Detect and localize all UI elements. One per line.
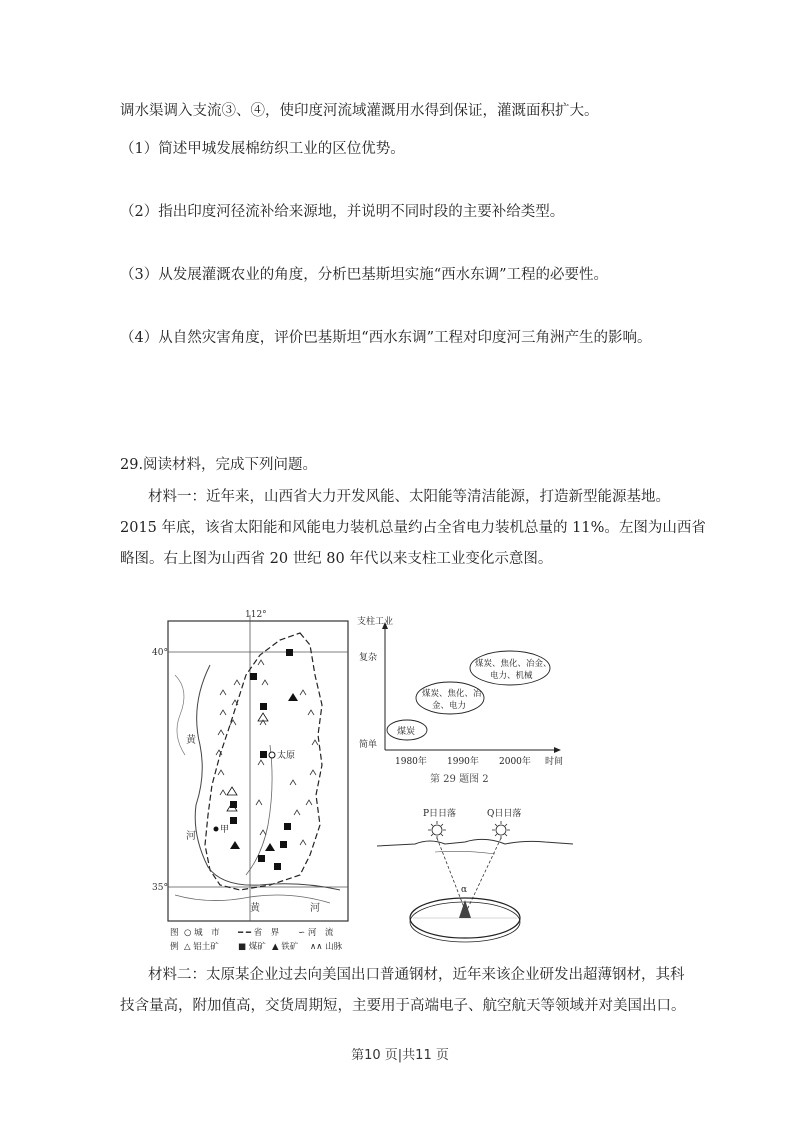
sun-p-label: P日日落 [423, 809, 457, 819]
material-1-line-1: 材料一：近年来，山西省大力开发风能、太阳能等清洁能源，打造新型能源基地。 [148, 489, 670, 505]
sun-p-icon [428, 821, 446, 839]
river-label-1: 黄 [186, 735, 196, 746]
legend-city: ○ 城 市 [184, 928, 220, 938]
question-29-heading: 29.阅读材料，完成下列问题。 [120, 457, 318, 473]
river-label-2: 河 [186, 831, 196, 842]
legend-coal: ■ 煤矿 [238, 942, 266, 952]
stage-2000-line2: 电力、机械 [490, 671, 533, 681]
material-2-line-2: 技含量高，附加值高，交货周期短，主要用于高端电子、航空航天等领域并对美国出口。 [120, 998, 686, 1014]
river-label-3: 黄 [250, 903, 260, 914]
material-1-line-2: 2015 年底，该省太阳能和风能电力装机总量约占全省电力装机总量的 11%。左图为山西省 [120, 520, 706, 536]
legend-border: ━ ━ 省 界 [238, 928, 280, 938]
diagram-tick-1990: 1990年 [447, 757, 479, 767]
sun-q-icon [492, 821, 510, 839]
shanxi-map [150, 605, 365, 955]
diagram-tick-2000: 2000年 [499, 757, 531, 767]
legend-mountain: ∧∧ 山脉 [310, 942, 343, 952]
angle-alpha: α [461, 885, 468, 895]
stage-2000-line1: 煤炭、焦化、冶金、 [475, 659, 552, 669]
legend-title-1: 图 [170, 928, 179, 938]
legend-title-2: 例 [170, 942, 179, 952]
diagram-ylabel: 支柱工业 [357, 617, 394, 627]
map-legend [170, 927, 343, 952]
diagram-y-top: 复杂 [359, 653, 378, 663]
city-jia: 甲 [220, 825, 230, 835]
sun-q-label: Q日日落 [487, 809, 522, 819]
diagram-y-bottom: 简单 [359, 740, 378, 750]
diagram-caption: 第 29 题图 2 [430, 774, 489, 785]
diagram-tick-1980: 1980年 [395, 757, 427, 767]
lat-label-top: 40° [152, 648, 168, 658]
industry-diagram [355, 612, 570, 787]
legend-river: ∽ 河 流 [298, 928, 334, 938]
sunset-figure [375, 800, 575, 950]
lon-label: 112° [245, 610, 267, 620]
question-1: （1）简述甲城发展棉纺织工业的区位优势。 [120, 141, 405, 157]
stage-1990-line1: 煤炭、焦化、冶 [422, 689, 482, 699]
stage-1980: 煤炭 [397, 727, 416, 737]
text-line-1: 调水渠调入支流③、④，使印度河流域灌溉用水得到保证，灌溉面积扩大。 [120, 103, 599, 119]
material-2-line-1: 材料二：太原某企业过去向美国出口普通钢材，近年来该企业研发出超薄钢材，其科 [148, 967, 685, 983]
question-2: （2）指出印度河径流补给来源地，并说明不同时段的主要补给类型。 [120, 204, 565, 220]
legend-iron: ▲ 铁矿 [272, 942, 299, 952]
river-label-4: 河 [310, 903, 320, 914]
lat-label-bottom: 35° [152, 883, 168, 893]
diagram-xlabel: 时间 [545, 757, 564, 767]
question-4: （4）从自然灾害角度，评价巴基斯坦“西水东调”工程对印度河三角洲产生的影响。 [120, 330, 652, 346]
material-1-line-3: 略图。右上图为山西省 20 世纪 80 年代以来支柱工业变化示意图。 [120, 551, 553, 567]
legend-bauxite: △ 铝土矿 [184, 942, 219, 952]
city-taiyuan: 太原 [277, 751, 296, 761]
stage-1990-line2: 金、电力 [432, 701, 467, 711]
page-footer: 第10 页|共11 页 [351, 1048, 449, 1063]
question-3: （3）从发展灌溉农业的角度，分析巴基斯坦实施“西水东调”工程的必要性。 [120, 267, 609, 283]
